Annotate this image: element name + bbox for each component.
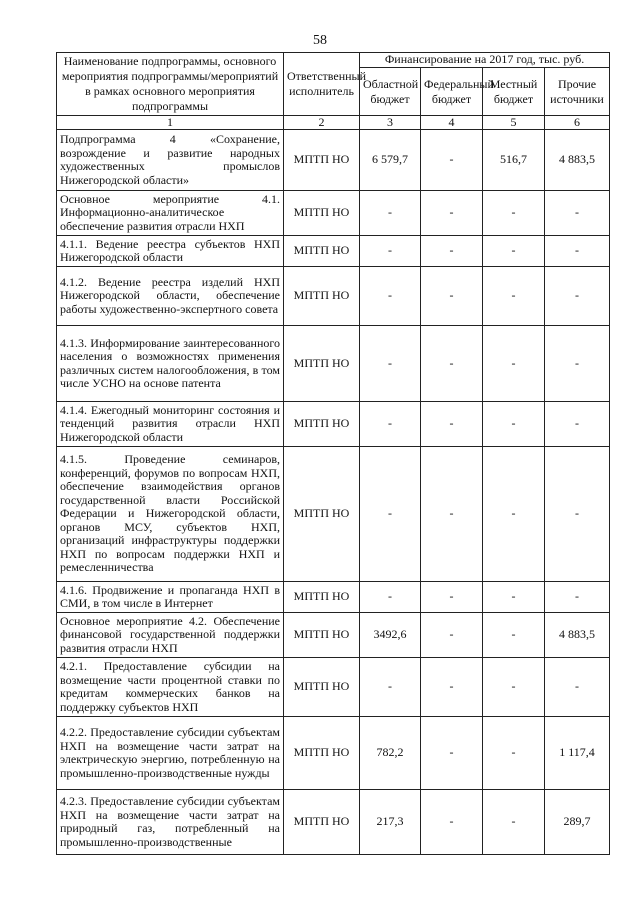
- row-name: 4.1.6. Продвижение и пропаганда НХП в СМИ, в том числе в Интернет: [57, 582, 284, 613]
- table-row: [57, 267, 610, 326]
- row-responsible: МПТП НО: [284, 267, 360, 326]
- table-row: [57, 236, 610, 267]
- row-local: -: [483, 658, 545, 717]
- col-index: 1: [57, 116, 284, 130]
- row-regional: -: [360, 658, 421, 717]
- row-other: 1 117,4: [545, 717, 610, 790]
- row-name: Основное мероприятие 4.1. Информационно-аналитическое обеспечение развития отрасли НХП: [57, 191, 284, 236]
- row-responsible: МПТП НО: [284, 402, 360, 447]
- row-local: -: [483, 402, 545, 447]
- row-local: -: [483, 236, 545, 267]
- row-other: -: [545, 191, 610, 236]
- table-row: [57, 613, 610, 658]
- row-regional: -: [360, 326, 421, 402]
- table-row: [57, 402, 610, 447]
- table-row: [57, 582, 610, 613]
- row-responsible: МПТП НО: [284, 130, 360, 191]
- row-other: 4 883,5: [545, 130, 610, 191]
- row-regional: 782,2: [360, 717, 421, 790]
- table-row: [57, 658, 610, 717]
- row-name: Основное мероприятие 4.2. Обеспечение финансовой государственной поддержки развития отрасли НХП: [57, 613, 284, 658]
- header-regional: Областной бюджет: [360, 68, 421, 116]
- row-federal: -: [421, 613, 483, 658]
- row-local: -: [483, 191, 545, 236]
- header-responsible: Ответственный исполнитель: [284, 53, 360, 116]
- row-local: -: [483, 582, 545, 613]
- row-federal: -: [421, 191, 483, 236]
- row-name: 4.1.4. Ежегодный мониторинг состояния и тенденций развития отрасли НХП Нижегородской области: [57, 402, 284, 447]
- col-index: 2: [284, 116, 360, 130]
- row-responsible: МПТП НО: [284, 613, 360, 658]
- row-federal: -: [421, 267, 483, 326]
- col-index: 4: [421, 116, 483, 130]
- row-local: -: [483, 326, 545, 402]
- financing-table: [56, 52, 610, 855]
- table-row: [57, 717, 610, 790]
- page-number: 58: [313, 33, 327, 48]
- row-responsible: МПТП НО: [284, 191, 360, 236]
- row-federal: -: [421, 717, 483, 790]
- row-local: -: [483, 613, 545, 658]
- row-local: 516,7: [483, 130, 545, 191]
- row-regional: 3492,6: [360, 613, 421, 658]
- row-name: 4.2.3. Предоставление субсидии субъектам НХП на возмещение части затрат на природный газ, потребленный на промышленно-производственные: [57, 790, 284, 855]
- row-regional: 6 579,7: [360, 130, 421, 191]
- row-other: -: [545, 658, 610, 717]
- row-regional: -: [360, 236, 421, 267]
- row-name: 4.1.3. Информирование заинтересованного населения о возможностях применения различных систем налогообложения, в том числе УСНО на основе патента: [57, 326, 284, 402]
- row-regional: -: [360, 267, 421, 326]
- header-other: Прочие источники: [545, 68, 610, 116]
- row-responsible: МПТП НО: [284, 582, 360, 613]
- row-other: -: [545, 582, 610, 613]
- col-index: 6: [545, 116, 610, 130]
- row-local: -: [483, 267, 545, 326]
- row-other: 289,7: [545, 790, 610, 855]
- row-responsible: МПТП НО: [284, 790, 360, 855]
- header-name: Наименование подпрограммы, основного мероприятия подпрограммы/мероприятий в рамках основного мероприятия подпрограммы: [57, 53, 284, 116]
- table-row: [57, 790, 610, 855]
- row-local: -: [483, 447, 545, 582]
- row-federal: -: [421, 236, 483, 267]
- row-regional: 217,3: [360, 790, 421, 855]
- table-row: [57, 326, 610, 402]
- row-local: -: [483, 717, 545, 790]
- row-regional: -: [360, 447, 421, 582]
- row-responsible: МПТП НО: [284, 326, 360, 402]
- row-name: 4.1.1. Ведение реестра субъектов НХП Нижегородской области: [57, 236, 284, 267]
- row-other: -: [545, 447, 610, 582]
- header-financing: Финансирование на 2017 год, тыс. руб.: [360, 53, 610, 68]
- row-federal: -: [421, 658, 483, 717]
- row-responsible: МПТП НО: [284, 447, 360, 582]
- row-other: -: [545, 267, 610, 326]
- table-row: [57, 191, 610, 236]
- row-federal: -: [421, 326, 483, 402]
- row-responsible: МПТП НО: [284, 236, 360, 267]
- row-federal: -: [421, 130, 483, 191]
- row-federal: -: [421, 582, 483, 613]
- col-index: 3: [360, 116, 421, 130]
- row-federal: -: [421, 402, 483, 447]
- header-local: Местный бюджет: [483, 68, 545, 116]
- row-other: 4 883,5: [545, 613, 610, 658]
- row-regional: -: [360, 582, 421, 613]
- row-regional: -: [360, 402, 421, 447]
- row-federal: -: [421, 790, 483, 855]
- row-other: -: [545, 326, 610, 402]
- row-name: 4.1.5. Проведение семинаров, конференций, форумов по вопросам НХП, обеспечение взаимодействия органов государственной власти Российской Федерации и Нижегородской области, органов МСУ, субъектов НХП, организаций инфраструктуры поддержки НХП по вопросам поддержки НХП и ремесленничества: [57, 447, 284, 582]
- row-responsible: МПТП НО: [284, 658, 360, 717]
- row-federal: -: [421, 447, 483, 582]
- row-name: Подпрограмма 4 «Сохранение, возрождение и развитие народных художественных промыслов Нижегородской области»: [57, 130, 284, 191]
- row-name: 4.2.2. Предоставление субсидии субъектам НХП на возмещение части затрат на электрическую энергию, потребленную на промышленно-производственные нужды: [57, 717, 284, 790]
- row-responsible: МПТП НО: [284, 717, 360, 790]
- row-name: 4.2.1. Предоставление субсидии на возмещение части процентной ставки по кредитам коммерческих банков на поддержку субъектов НХП: [57, 658, 284, 717]
- table-row: [57, 130, 610, 191]
- row-local: -: [483, 790, 545, 855]
- row-regional: -: [360, 191, 421, 236]
- row-name: 4.1.2. Ведение реестра изделий НХП Нижегородской области, обеспечение работы художественно-экспертного совета: [57, 267, 284, 326]
- col-index: 5: [483, 116, 545, 130]
- header-federal: Федеральный бюджет: [421, 68, 483, 116]
- row-other: -: [545, 236, 610, 267]
- row-other: -: [545, 402, 610, 447]
- table-row: [57, 447, 610, 582]
